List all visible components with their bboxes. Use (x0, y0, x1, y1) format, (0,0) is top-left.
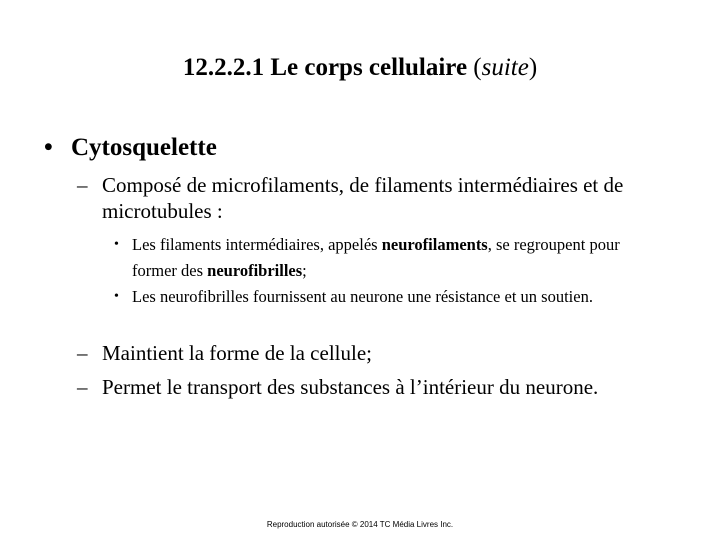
sub-bullet-text: Composé de microfilaments, de filaments intermédiaires et de microtubules : (102, 173, 624, 223)
sub-sub-bullet-text: Les filaments intermédiaires, appelés neurofilaments, se regroupent pour former des neurofibrilles; (132, 235, 620, 280)
sub-sub-bullet-resistance (114, 284, 654, 310)
sub-bullet-text: Permet le transport des substances à l’intérieur du neurone. (102, 375, 599, 399)
sub-bullet-composition (77, 172, 687, 224)
footer-copyright: Reproduction autorisée © 2014 TC Média Livres Inc. (266, 520, 454, 529)
dash-icon: – (77, 341, 88, 365)
sub-bullet-text: Maintient la forme de la cellule; (102, 341, 372, 365)
dash-icon: – (77, 173, 88, 197)
bullet-text: Cytosquelette (71, 134, 217, 161)
sub-sub-bullet-text: Les neurofibrilles fournissent au neurone une résistance et un soutien. (132, 287, 593, 306)
term-neurofibrilles: neurofibrilles (207, 261, 303, 280)
sub-bullet-transport (77, 374, 687, 400)
title-number: 12.2.2.1 (182, 54, 265, 81)
title-suffix: suite (481, 54, 529, 81)
slide-title: 12.2.2.1 Le corps cellulaire (suite) (182, 54, 538, 81)
title-main: Le corps cellulaire (270, 54, 468, 81)
sub-sub-bullet-neurofilaments (114, 232, 654, 284)
bullet-dot-icon: • (44, 134, 53, 161)
term-neurofilaments: neurofilaments (381, 235, 488, 254)
dash-icon: – (77, 375, 88, 399)
bullet-dot-icon: • (114, 237, 119, 252)
sub-bullet-forme (77, 340, 687, 366)
bullet-dot-icon: • (114, 289, 119, 304)
